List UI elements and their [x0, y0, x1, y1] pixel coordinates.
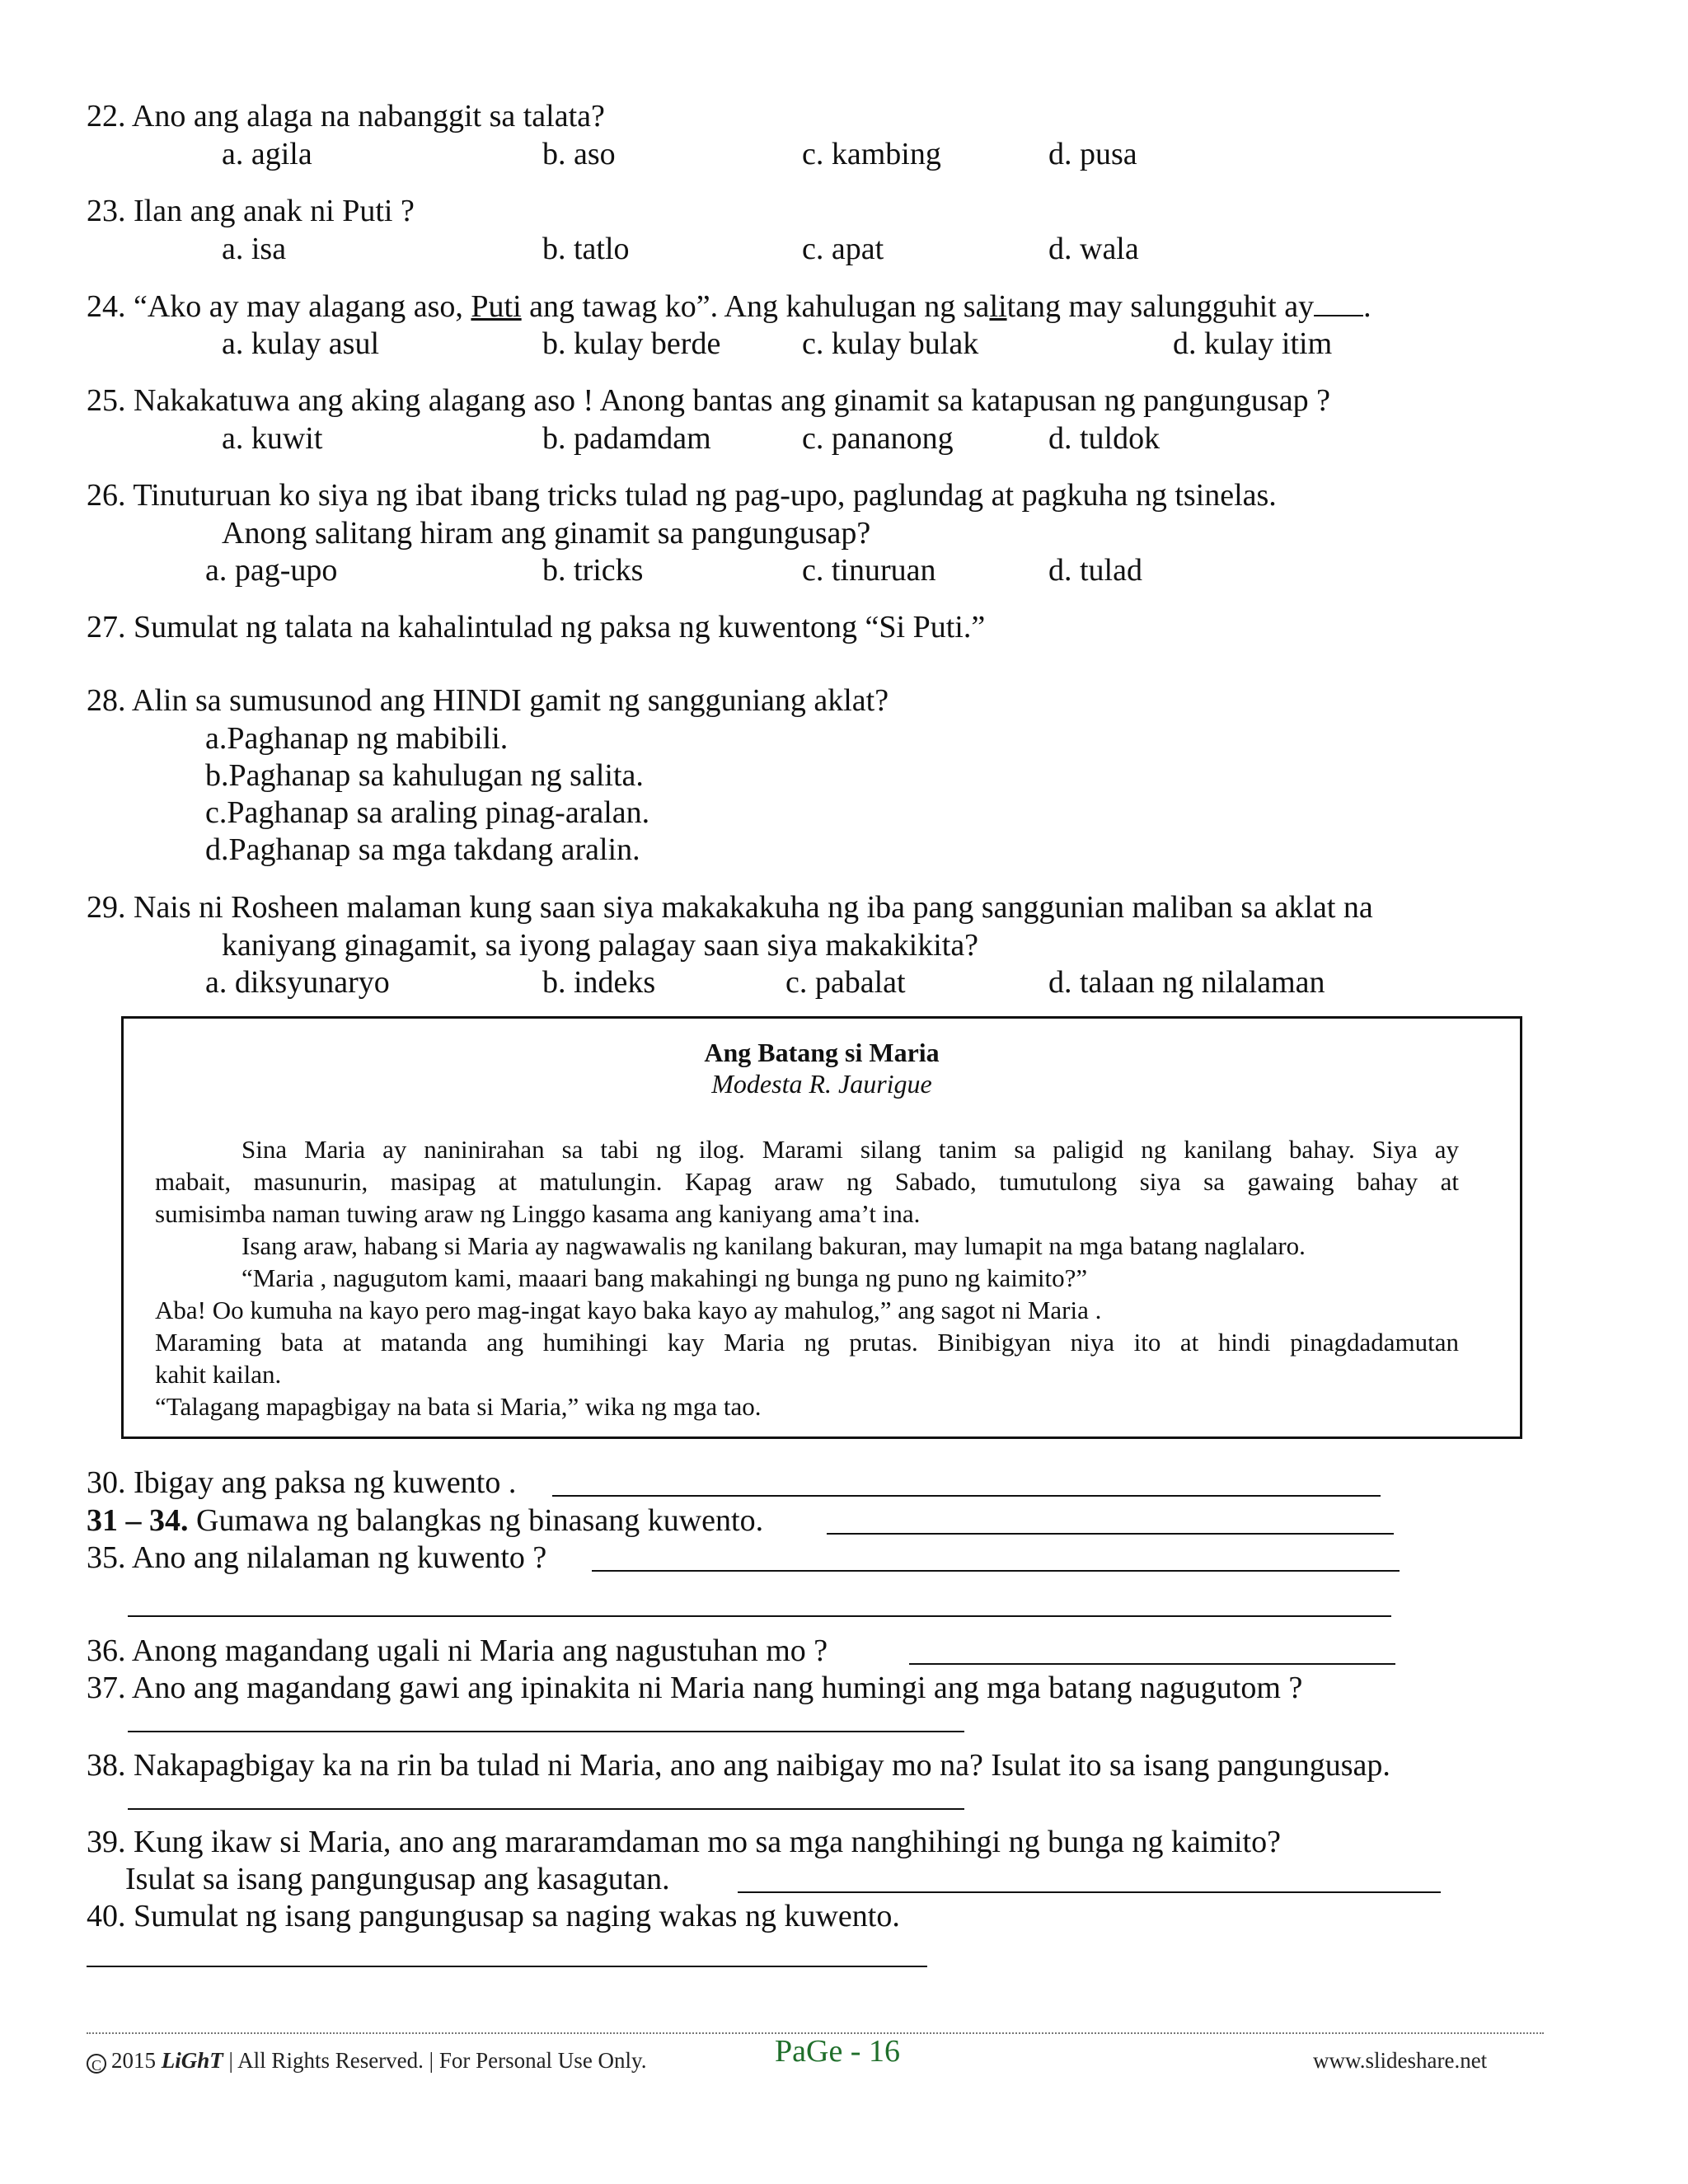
- q24-underlined-word: Puti: [471, 289, 522, 324]
- q35-answer-line-2[interactable]: [128, 1615, 1391, 1617]
- q26-option-c: c. tinuruan: [802, 553, 936, 588]
- copyright-icon: C: [87, 2054, 106, 2074]
- q36-stem: 36. Anong magandang ugali ni Maria ang nagustuhan mo ?: [87, 1633, 828, 1668]
- q24-underlined-fragment: li: [989, 289, 1007, 324]
- story-line: “Talagang mapagbigay na bata si Maria,” wika ng mga tao.: [155, 1392, 762, 1421]
- q39-stem-line2: Isulat sa isang pangungusap ang kasagutan.: [125, 1862, 670, 1896]
- q26-option-d: d. tulad: [1048, 553, 1142, 588]
- q30-answer-line[interactable]: [552, 1495, 1381, 1497]
- q23-option-c: c. apat: [802, 232, 884, 266]
- story-title: Ang Batang si Maria: [704, 1038, 940, 1067]
- q24-option-d: d. kulay itim: [1173, 326, 1333, 361]
- q26-stem: 26. Tinuturuan ko siya ng ibat ibang tricks tulad ng pag-upo, paglundag at pagkuha ng tsinelas.: [87, 478, 1277, 513]
- q27-stem: 27. Sumulat ng talata na kahalintulad ng paksa ng kuwentong “Si Puti.”: [87, 610, 986, 644]
- q23-option-b: b. tatlo: [542, 232, 630, 266]
- q31-text: Gumawa ng balangkas ng binasang kuwento.: [188, 1503, 764, 1538]
- story-author: Modesta R. Jaurigue: [711, 1069, 932, 1099]
- q28-option-c: c.Paghanap sa araling pinag-aralan.: [205, 795, 650, 830]
- story-line: Aba! Oo kumuha na kayo pero mag-ingat kayo baka kayo ay mahulog,” ang sagot ni Maria .: [155, 1296, 1102, 1324]
- footer-site[interactable]: www.slideshare.net: [1313, 2048, 1488, 2073]
- story-box: [121, 1016, 1522, 1439]
- q22-option-d: d. pusa: [1048, 137, 1137, 171]
- q24-option-a: a. kulay asul: [222, 326, 380, 361]
- q22-option-a: a. agila: [222, 137, 312, 171]
- q24-stem-end: .: [1363, 289, 1372, 324]
- q23-option-d: d. wala: [1048, 232, 1139, 266]
- q31-number: 31 – 34.: [87, 1503, 189, 1538]
- q24-option-c: c. kulay bulak: [802, 326, 979, 361]
- q28-option-d: d.Paghanap sa mga takdang aralin.: [205, 832, 640, 867]
- q28-stem: 28. Alin sa sumusunod ang HINDI gamit ng sangguniang aklat?: [87, 683, 889, 718]
- footer-page-number: PaGe - 16: [775, 2034, 900, 2069]
- story-line: “Maria , nagugutom kami, maaari bang makahingi ng bunga ng puno ng kaimito?”: [241, 1263, 1088, 1292]
- footer-year: 2015: [111, 2048, 156, 2073]
- q22-stem: 22. Ano ang alaga na nabanggit sa talata?: [87, 99, 605, 134]
- q38-answer-line[interactable]: [128, 1808, 964, 1810]
- story-line: Isang araw, habang si Maria ay nagwawalis ng kanilang bakuran, may lumapit na mga batang naglalaro.: [241, 1231, 1306, 1260]
- q29-option-a: a. diksyunaryo: [205, 965, 390, 1000]
- q24-option-b: b. kulay berde: [542, 326, 721, 361]
- q29-option-b: b. indeks: [542, 965, 656, 1000]
- q30-stem: 30. Ibigay ang paksa ng kuwento .: [87, 1465, 517, 1500]
- q22-option-c: c. kambing: [802, 137, 941, 171]
- q35-answer-line[interactable]: [592, 1570, 1400, 1572]
- q24-stem: [87, 287, 1372, 326]
- story-line: sumisimba naman tuwing araw ng Linggo kasama ang kaniyang ama’t ina.: [155, 1199, 921, 1228]
- q26-stem-line2: Anong salitang hiram ang ginamit sa pangungusap?: [222, 516, 871, 551]
- footer-rights: | All Rights Reserved. | For Personal Use Only.: [223, 2048, 647, 2073]
- q31-stem: [87, 1502, 763, 1540]
- q37-stem: 37. Ano ang magandang gawi ang ipinakita ni Maria nang humingi ang mga batang nagugutom ?: [87, 1671, 1303, 1705]
- q26-option-a: a. pag-upo: [205, 553, 338, 588]
- q36-answer-line[interactable]: [909, 1663, 1395, 1665]
- q40-answer-line[interactable]: [87, 1966, 927, 1967]
- q25-option-b: b. padamdam: [542, 421, 711, 456]
- q24-stem-mid: ang tawag ko”. Ang kahulugan ng sa: [521, 289, 990, 324]
- q25-option-a: a. kuwit: [222, 421, 323, 456]
- footer-brand: LiGhT: [161, 2048, 223, 2073]
- q40-stem: 40. Sumulat ng isang pangungusap sa naging wakas ng kuwento.: [87, 1899, 900, 1933]
- q29-option-c: c. pabalat: [785, 965, 906, 1000]
- q35-stem: 35. Ano ang nilalaman ng kuwento ?: [87, 1540, 547, 1575]
- q38-stem: 38. Nakapagbigay ka na rin ba tulad ni Maria, ano ang naibigay mo na? Isulat ito sa isang pangungusap.: [87, 1748, 1390, 1783]
- story-line: Maraming bata at matanda ang humihingi kay Maria ng prutas. Binibigyan niya ito at hindi pinagdadamutan: [155, 1328, 1459, 1357]
- q25-stem: 25. Nakakatuwa ang aking alagang aso ! Anong bantas ang ginamit sa katapusan ng pangungusap ?: [87, 383, 1331, 418]
- q24-stem-pre: 24. “Ako ay may alagang aso,: [87, 289, 471, 324]
- q29-stem-line2: kaniyang ginagamit, sa iyong palagay saan siya makakikita?: [222, 928, 979, 963]
- q28-option-b: b.Paghanap sa kahulugan ng salita.: [205, 758, 644, 793]
- q28-option-a: a.Paghanap ng mabibili.: [205, 721, 509, 756]
- q29-option-d: d. talaan ng nilalaman: [1048, 965, 1325, 1000]
- story-line: mabait, masunurin, masipag at matulungin. Kapag araw ng Sabado, tumutulong siya sa gawaing bahay at: [155, 1167, 1459, 1196]
- q22-option-b: b. aso: [542, 137, 616, 171]
- q23-option-a: a. isa: [222, 232, 287, 266]
- q24-stem-post: tang may salungguhit ay: [1006, 289, 1315, 324]
- q39-stem: 39. Kung ikaw si Maria, ano ang mararamdaman mo sa mga nanghihingi ng bunga ng kaimito?: [87, 1825, 1281, 1859]
- footer-copyright: [87, 2046, 647, 2074]
- q24-answer-blank[interactable]: [1314, 287, 1363, 316]
- q39-answer-line[interactable]: [738, 1891, 1441, 1893]
- q23-stem: 23. Ilan ang anak ni Puti ?: [87, 194, 415, 228]
- q31-answer-line[interactable]: [827, 1533, 1394, 1535]
- story-line: Sina Maria ay naninirahan sa tabi ng ilog. Marami silang tanim sa paligid ng kanilang bahay. Siya ay: [241, 1135, 1459, 1164]
- q26-option-b: b. tricks: [542, 553, 644, 588]
- q29-stem: 29. Nais ni Rosheen malaman kung saan siya makakakuha ng iba pang sanggunian maliban sa aklat na: [87, 890, 1373, 925]
- q37-answer-line[interactable]: [128, 1731, 964, 1732]
- story-line: kahit kailan.: [155, 1360, 282, 1389]
- q25-option-d: d. tuldok: [1048, 421, 1160, 456]
- q25-option-c: c. pananong: [802, 421, 954, 456]
